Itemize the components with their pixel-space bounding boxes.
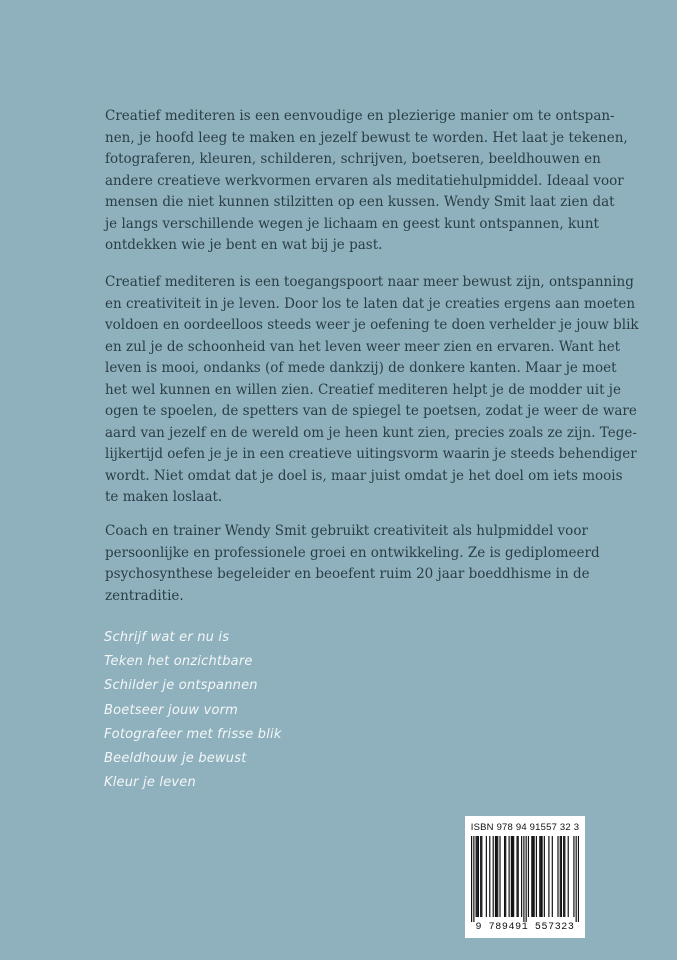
text-line: en creativiteit in je leven. Door los te laten dat je creaties ergens aan moeten (105, 295, 636, 312)
text-line: zentraditie. (105, 587, 184, 604)
barcode-bar (480, 836, 481, 917)
barcode-bar (531, 836, 532, 917)
barcode-icon (471, 836, 579, 922)
barcode-bar (509, 836, 510, 917)
barcode-bar (511, 836, 512, 917)
barcode-bar (486, 836, 487, 917)
barcode-bar (497, 836, 498, 917)
intro-paragraph (105, 106, 628, 257)
barcode-digits: 9 789491 557323 (475, 922, 575, 933)
text-line: ogen te spoelen, de spetters van de spiegel te poetsen, zodat je weer de ware (105, 403, 637, 419)
handwritten-line: Teken het onzichtbare (104, 654, 253, 670)
barcode-bar (504, 836, 505, 917)
barcode-bar (505, 836, 506, 917)
barcode-bar (578, 836, 579, 922)
text-line: ontdekken wie je bent en wat bij je past. (105, 237, 383, 253)
barcode-bar (536, 836, 537, 917)
barcode-bar (576, 836, 577, 922)
barcode-bar (563, 836, 564, 917)
handwritten-line: Schilder je ontspannen (104, 678, 258, 694)
barcode-bar (560, 836, 561, 917)
isbn-number: ISBN 978 94 91557 32 3 (470, 822, 580, 833)
barcode-bar (512, 836, 513, 917)
barcode-bar (526, 836, 527, 922)
barcode-bar (496, 836, 497, 917)
author-bio-paragraph (105, 521, 600, 607)
text-line: aard van jezelf en de wereld om je heen kunt zien, precies zoals ze zijn. Tege- (105, 424, 637, 441)
barcode-bar (489, 836, 490, 917)
barcode-bar (544, 836, 545, 917)
barcode-bar (539, 836, 540, 917)
barcode-bar (573, 836, 574, 917)
barcode-bar (568, 836, 569, 917)
text-line: psychosynthese begeleider en beoefent ruim 20 jaar boeddhisme in de (105, 566, 590, 582)
barcode-bar (561, 836, 562, 917)
handwritten-line: Fotografeer met frisse blik (104, 726, 282, 742)
barcode-bar (513, 836, 514, 917)
handwritten-line: Boetseer jouw vorm (104, 702, 239, 718)
barcode-bar (493, 836, 494, 917)
handwritten-line: Kleur je leven (104, 775, 196, 791)
barcode-label (465, 816, 585, 938)
barcode-bar (534, 836, 535, 917)
barcode-bar (499, 836, 500, 917)
barcode-bar (518, 836, 519, 917)
barcode-bar (548, 836, 549, 917)
barcode-bar (473, 836, 474, 922)
text-line: Creatief mediteren is een toegangspoort naar meer bewust zijn, ontspanning (105, 274, 634, 290)
barcode-bar (564, 836, 565, 917)
text-line: mensen die niet kunnen stilzitten op een kussen. Wendy Smit laat zien dat (105, 194, 615, 210)
barcode-bar (540, 836, 541, 917)
text-line: leven is mooi, ondanks (of mede dankzij) de donkere kanten. Maar je moet (105, 360, 617, 376)
barcode-bar (471, 836, 472, 922)
barcode-bar (521, 836, 522, 917)
description-paragraph (105, 272, 639, 509)
barcode-bar (552, 836, 553, 917)
text-line: voldoen en oordeelloos steeds weer je oefening te doen verhelder je jouw blik (105, 317, 639, 333)
barcode-bar (532, 836, 533, 917)
barcode-bar (523, 836, 524, 922)
text-line: fotograferen, kleuren, schilderen, schrijven, boetseren, beeldhouwen en (105, 151, 601, 167)
text-line: het wel kunnen en willen zien. Creatief mediteren helpt je de modder uit je (105, 381, 621, 398)
handwritten-list (104, 626, 282, 795)
barcode-bar (476, 836, 477, 917)
handwritten-line: Schrijf wat er nu is (104, 630, 230, 645)
text-line: persoonlijke en professionele groei en ontwikkeling. Ze is gediplomeerd (105, 544, 600, 561)
handwritten-line: Beeldhouw je bewust (104, 751, 247, 767)
barcode-bar (528, 836, 529, 917)
text-line: je langs verschillende wegen je lichaam en geest kunt ontspannen, kunt (105, 215, 599, 232)
barcode-bar (477, 836, 478, 917)
text-line: wordt. Niet omdat dat je doel is, maar juist omdat je het doel om iets moois (105, 467, 623, 484)
text-line: Coach en trainer Wendy Smit gebruikt creativiteit als hulpmiddel voor (105, 523, 588, 539)
barcode-bar (557, 836, 558, 917)
text-line: andere creatieve werkvormen ervaren als meditatiehulpmiddel. Ideaal voor (105, 172, 624, 189)
text-line: en zul je de schoonheid van het leven weer meer zien en ervaren. Want het (105, 338, 621, 355)
barcode-bar (495, 836, 496, 917)
text-line: lijkertijd oefen je je in een creatieve uitingsvorm waarin je steeds behendiger (105, 446, 637, 462)
text-line: nen, je hoofd leeg te maken en jezelf bewust te worden. Het laat je tekenen, (105, 129, 628, 146)
barcode-bar (541, 836, 542, 917)
barcode-bar (478, 836, 479, 917)
barcode-bar (481, 836, 482, 917)
barcode-bar (516, 836, 517, 917)
text-line: te maken loslaat. (105, 489, 223, 505)
text-line: Creatief mediteren is een eenvoudige en plezierige manier om te ontspan- (105, 108, 615, 124)
